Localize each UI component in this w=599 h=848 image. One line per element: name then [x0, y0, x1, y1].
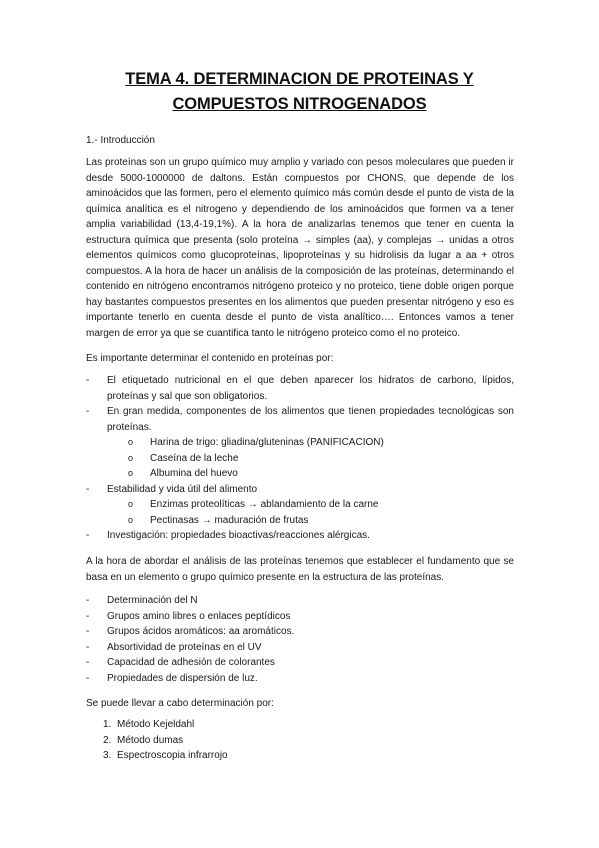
list-item [86, 373, 514, 404]
sub-list-marker: o [128, 437, 134, 447]
list-item [86, 528, 514, 544]
list-marker: - [86, 595, 90, 606]
list-number: 3. [103, 750, 112, 761]
list-item-text: Método Kejeldahl [117, 719, 195, 730]
list-marker: - [86, 641, 90, 653]
numbered-list-item [86, 733, 228, 749]
list-item-text: Método dumas [117, 734, 184, 746]
methods-basis-list [86, 593, 514, 686]
list-item-text: El etiquetado nutricional en el que deben aparecer los hidratos de carbono, lípidos, proteínas y sal que son obligatorios. [107, 375, 514, 402]
section-heading: 1.- Introducción [86, 135, 155, 146]
determination-methods-list [86, 717, 228, 764]
list-marker: - [86, 406, 90, 417]
list-marker: - [86, 657, 90, 668]
numbered-list-item [86, 748, 228, 764]
list-item-text: Absortividad de proteínas en el UV [107, 641, 262, 653]
list-item [86, 671, 514, 687]
importance-paragraph: Es importante determinar el contenido en proteínas por: [86, 353, 334, 364]
list-marker: - [86, 610, 90, 622]
list-marker: - [86, 626, 90, 637]
sub-list-item [86, 497, 514, 513]
list-number: 1. [103, 719, 112, 730]
sub-list-item-text: Pectinasas → maduración de frutas [150, 514, 309, 526]
list-marker: - [86, 375, 90, 386]
sub-list-marker: o [128, 468, 134, 478]
list-item-text: Propiedades de dispersión de luz. [107, 672, 258, 684]
list-item-text: Estabilidad y vida útil del alimento [107, 483, 258, 495]
sub-list-item [86, 466, 514, 482]
sub-list-marker: o [128, 514, 134, 525]
list-number: 2. [103, 734, 112, 746]
list-item-text: Capacidad de adhesión de colorantes [107, 657, 275, 668]
list-item-text: Investigación: propiedades bioactivas/reacciones alérgicas. [107, 530, 370, 541]
sub-list-item [86, 435, 514, 451]
list-item [86, 640, 514, 656]
sub-list-item-text: Albumina del huevo [150, 468, 238, 479]
intro-paragraph: Las proteínas son un grupo químico muy amplio y variado con pesos moleculares que pueden ir desde 5000-1000000 de daltons. Están compuestos por CHONS, que depende de los aminoácidos que las formen, pero el elemento químico más común desde el punto de vista de la química analítica es el nitrogeno y dependiendo de los aminoácidos que formen va a tener amplia variabilidad (13,4-19,1%). A la hora de analizarlas tenemos que tener en cuenta la estructura química que presenta (solo proteína → simples (aa), y complejas → unidas a otros elementos químicos como glucoproteínas, lipoproteínas y su hidrolisis da lugar a aa + otros compuestos. A la hora de hacer un análisis de la composición de las proteínas, determinando el contenido en nitrógeno encontramos nitrógeno proteico y no proteico, tiene doble origen porque hay bastantes compuestos presentes en los alimentos que pueden presentar nitrógeno y eso es importante tenerlo en cuenta desde el punto de vista analítico…. Entonces vamos a tener margen de error ya que se cuantifica tanto le nitrógeno proteico como el no proteico. [86, 157, 514, 339]
sub-list-item-text: Enzimas proteolíticas → ablandamiento de la carne [150, 499, 379, 510]
document-title-line-2: COMPUESTOS NITROGENADOS [172, 95, 427, 113]
list-item [86, 404, 514, 435]
importance-list [86, 373, 514, 544]
list-item [86, 609, 514, 625]
numbered-list-item [86, 717, 228, 733]
sub-list-item-text: Harina de trigo: gliadina/gluteninas (PANIFICACION) [150, 437, 384, 448]
document-title-line-1: TEMA 4. DETERMINACION DE PROTEINAS Y [125, 70, 474, 88]
list-item-text: Grupos ácidos aromáticos: aa aromáticos. [107, 626, 295, 637]
list-item-text: Determinación del N [107, 595, 198, 606]
list-item-text: Espectroscopia infrarrojo [117, 750, 228, 761]
sub-list-item [86, 451, 514, 467]
sub-list-marker: o [128, 499, 134, 509]
sub-list-item-text: Caseína de la leche [150, 452, 239, 464]
list-item [86, 655, 514, 671]
list-item [86, 593, 514, 609]
list-marker: - [86, 530, 90, 541]
list-marker: - [86, 672, 90, 684]
list-item [86, 624, 514, 640]
list-item-text: Grupos amino libres o enlaces peptídicos [107, 610, 291, 622]
sub-list-marker: o [128, 452, 134, 463]
determination-paragraph: Se puede llevar a cabo determinación por: [86, 698, 274, 709]
sub-list-item [86, 513, 514, 529]
analysis-paragraph: A la hora de abordar el análisis de las proteínas tenemos que establecer el fundamento que se basa en un elemento o grupo químico presente en la estructura de las proteínas. [86, 556, 514, 583]
list-item [86, 482, 514, 498]
list-item-text: En gran medida, componentes de los alimentos que tienen propiedades tecnológicas son proteínas. [107, 406, 514, 433]
list-marker: - [86, 483, 90, 495]
